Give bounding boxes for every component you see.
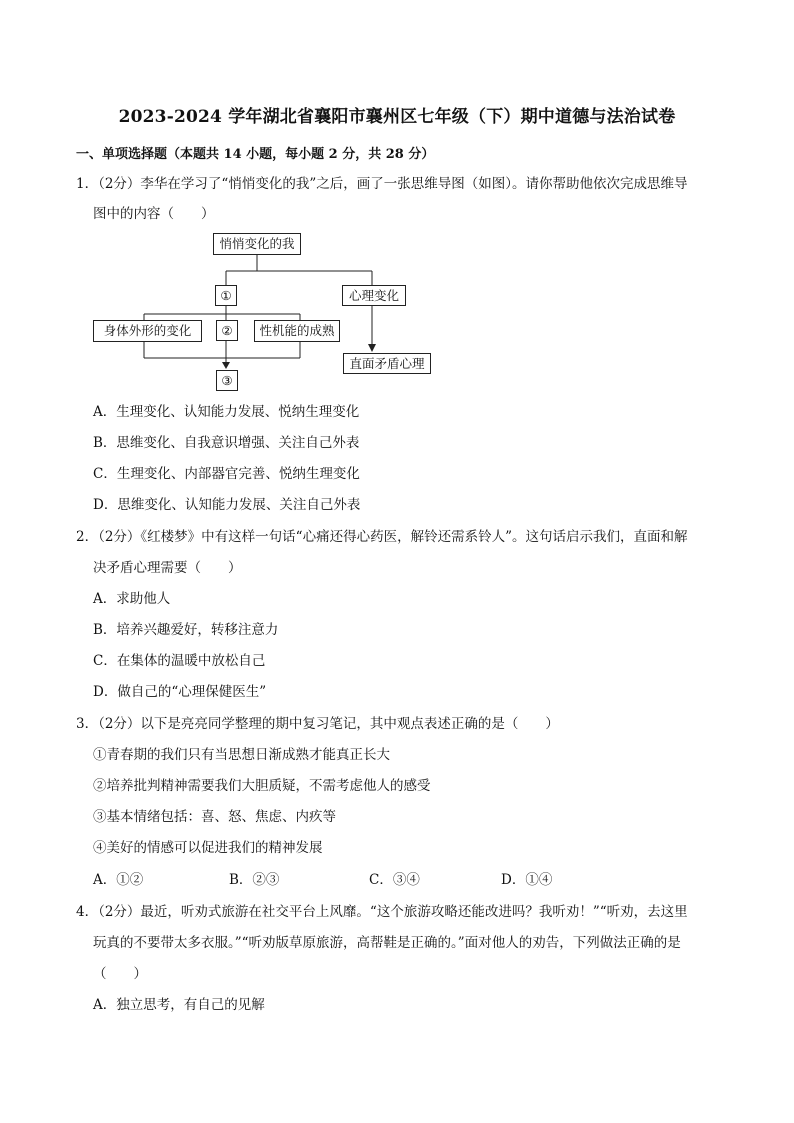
q2-option-c: C．在集体的温暖中放松自己	[93, 653, 266, 669]
q1-option-b: B．思维变化、自我意识增强、关注自己外表	[93, 435, 360, 451]
diagram-right-node: 性机能的成熟	[254, 320, 340, 342]
q2-option-d: D．做自己的“心理保健医生”	[93, 684, 267, 700]
q4-stem-line3: （ ）	[93, 966, 147, 982]
q2-option-a: A．求助他人	[93, 591, 171, 607]
q4-option-a: A．独立思考，有自己的见解	[93, 997, 265, 1013]
q2-stem-line1: 2．（2分）《红楼梦》中有这样一句话“心痛还得心药医，解铃还需系铃人”。这句话启示我们，直面和解	[76, 529, 688, 545]
q3-item-2: ②培养批判精神需要我们大胆质疑，不需考虑他人的感受	[93, 778, 431, 794]
q1-option-a: A．生理变化、认知能力发展、悦纳生理变化	[93, 404, 360, 420]
q1-stem-line1: 1．（2分）李华在学习了“悄悄变化的我”之后，画了一张思维导图（如图）。请你帮助他依次完成思维导	[76, 176, 688, 192]
q2-option-b: B．培养兴趣爱好，转移注意力	[93, 622, 279, 638]
diagram-left-node: 身体外形的变化	[93, 320, 202, 342]
q3-item-3: ③基本情绪包括：喜、怒、焦虑、内疚等	[93, 809, 336, 825]
q3-option-b: B．②③	[229, 872, 280, 888]
diagram-node-2: ②	[216, 320, 238, 341]
q4-stem-line2: 玩真的不要带太多衣服。”“听劝版草原旅游，高帮鞋是正确的。”面对他人的劝告，下列做法正确的是	[93, 935, 681, 951]
q1-option-d: D．思维变化、认知能力发展、关注自己外表	[93, 497, 361, 513]
q1-option-c: C．生理变化、内部器官完善、悦纳生理变化	[93, 466, 360, 482]
page-title: 2023-2024 学年湖北省襄阳市襄州区七年级（下）期中道德与法治试卷	[118, 107, 676, 127]
q3-option-a: A．①②	[93, 872, 144, 888]
q1-stem-line2: 图中的内容（ ）	[93, 206, 215, 222]
diagram-node-3: ③	[216, 370, 238, 391]
q3-item-1: ①青春期的我们只有当思想日渐成熟才能真正长大	[93, 747, 390, 763]
section-heading: 一、单项选择题（本题共 14 小题，每小题 2 分，共 28 分）	[76, 147, 435, 162]
diagram-psych-node: 心理变化	[342, 285, 406, 306]
diagram-face-node: 直面矛盾心理	[343, 353, 431, 374]
q3-option-d: D．①④	[501, 872, 553, 888]
q4-stem-line1: 4．（2分）最近，听劝式旅游在社交平台上风靡。“这个旅游攻略还能改进吗？我听劝！”“听劝，去这里	[76, 904, 688, 920]
q2-stem-line2: 决矛盾心理需要（ ）	[93, 560, 242, 576]
q3-options-row	[93, 871, 693, 889]
diagram-root-node: 悄悄变化的我	[213, 233, 301, 255]
q3-stem: 3．（2分）以下是亮亮同学整理的期中复习笔记，其中观点表述正确的是（ ）	[76, 716, 559, 732]
diagram-node-1: ①	[215, 285, 237, 306]
q3-item-4: ④美好的情感可以促进我们的精神发展	[93, 840, 323, 856]
q3-option-c: C．③④	[369, 872, 420, 888]
